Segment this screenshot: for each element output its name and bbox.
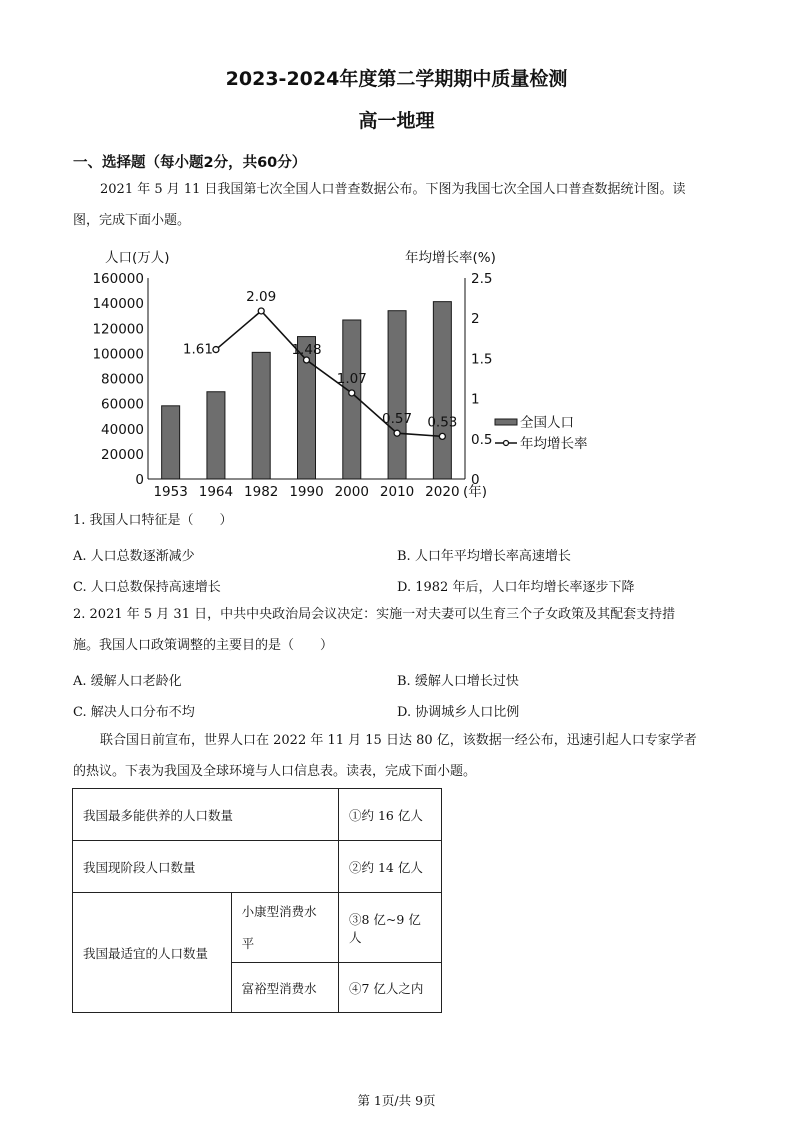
growth-rate-point [258,308,264,314]
growth-rate-point [394,430,400,436]
population-bar [433,302,451,479]
legend-line-marker [504,441,509,446]
growth-rate-label: 0.53 [427,414,458,431]
population-info-table [72,788,442,1013]
table-cell-sublabel: 富裕型消费水 [231,963,338,1013]
growth-rate-label: 1.07 [336,370,367,387]
x-unit-label: (年) [462,484,488,500]
growth-rate-point [439,433,445,439]
left-tick-label: 100000 [92,346,144,363]
x-tick-label: 2010 [379,484,415,500]
population-bar [207,392,225,479]
table-row [73,893,442,963]
right-axis-title: 年均增长率(%) [405,250,496,266]
right-tick-label: 1.5 [471,351,493,368]
right-tick-label: 0 [471,472,480,488]
q2-option-b[interactable]: B. 缓解人口增长过快 [397,674,519,689]
table-cell-label: 我国最多能供养的人口数量 [73,789,339,841]
x-tick-label: 1964 [198,484,234,500]
q2-stem-line-2: 施。我国人口政策调整的主要目的是（ ） [73,638,334,653]
growth-rate-label: 1.61 [182,341,213,358]
table-row [73,841,442,893]
x-tick-label: 2020 [425,484,460,500]
left-tick-label: 40000 [101,421,144,438]
right-tick-label: 1 [471,391,480,408]
q1-option-a[interactable]: A. 人口总数逐渐减少 [73,549,195,564]
legend-bar-label: 全国人口 [520,415,574,431]
legend-line-label: 年均增长率 [520,436,588,452]
page-footer: 第 1页/共 9页 [357,1093,436,1108]
sublabel-line-1: 小康型消费水 [241,903,317,919]
left-tick-label: 120000 [92,321,144,338]
q1-option-b[interactable]: B. 人口年平均增长率高速增长 [397,549,571,564]
left-tick-label: 140000 [92,296,144,313]
q2-option-d[interactable]: D. 协调城乡人口比例 [397,705,520,720]
sublabel-line-2: 平 [241,935,255,951]
table-cell-value: ②约 14 亿人 [339,841,442,893]
table-cell-value: ④7 亿人之内 [339,963,442,1013]
q1-option-c[interactable]: C. 人口总数保持高速增长 [73,580,221,595]
right-tick-label: 2.5 [471,271,493,287]
material-line-1: 联合国日前宣布，世界人口在 2022 年 11 月 15 日达 80 亿，该数据一经公布，迅速引起人口专家学者 [100,733,697,748]
x-tick-label: 1953 [153,484,188,500]
right-tick-label: 0.5 [471,431,493,448]
growth-rate-label: 0.57 [382,411,413,428]
left-axis-title: 人口(万人) [105,250,170,266]
x-tick-label: 1982 [244,484,279,500]
material-line-2: 的热议。下表为我国及全球环境与人口信息表。读表，完成下面小题。 [73,764,477,779]
exam-subject: 高一地理 [358,110,435,132]
table-cell-value: ③8 亿~9 亿人 [339,893,442,963]
section-heading: 一、选择题（每小题2分，共60分） [73,155,307,171]
population-bar [252,352,270,479]
legend-bar-swatch [495,419,517,425]
growth-rate-label: 1.48 [291,342,322,359]
population-bar [162,406,180,479]
table-cell-sublabel [231,893,338,963]
q2-stem-line-1: 2. 2021 年 5 月 31 日，中共中央政治局会议决定：实施一对夫妻可以生育三个子女政策及其配套支持措 [73,607,676,622]
q1-option-d[interactable]: D. 1982 年后，人口年均增长率逐步下降 [397,580,635,595]
right-tick-label: 2 [471,311,480,328]
growth-rate-point [349,390,355,396]
table-row [73,789,442,841]
table-cell-value: ①约 16 亿人 [339,789,442,841]
x-tick-label: 1990 [289,484,324,500]
table-cell-label: 我国最适宜的人口数量 [73,893,232,1013]
left-tick-label: 80000 [101,371,144,388]
population-chart [92,243,588,505]
population-bar [388,311,406,479]
q1-stem: 1. 我国人口特征是（ ） [73,513,233,528]
left-tick-label: 20000 [101,446,144,463]
intro-line-2: 图，完成下面小题。 [73,213,191,228]
x-tick-label: 2000 [334,484,369,500]
q2-option-a[interactable]: A. 缓解人口老龄化 [73,674,182,689]
left-tick-label: 60000 [101,396,144,413]
q2-option-c[interactable]: C. 解决人口分布不均 [73,705,195,720]
left-tick-label: 0 [135,472,144,488]
left-tick-label: 160000 [92,271,144,287]
growth-rate-point [213,347,219,353]
exam-title: 2023-2024年度第二学期期中质量检测 [225,68,568,90]
growth-rate-label: 2.09 [246,288,277,305]
table-cell-label: 我国现阶段人口数量 [73,841,339,893]
intro-line-1: 2021 年 5 月 11 日我国第七次全国人口普查数据公布。下图为我国七次全国人口普查数据统计图。读 [100,182,686,197]
